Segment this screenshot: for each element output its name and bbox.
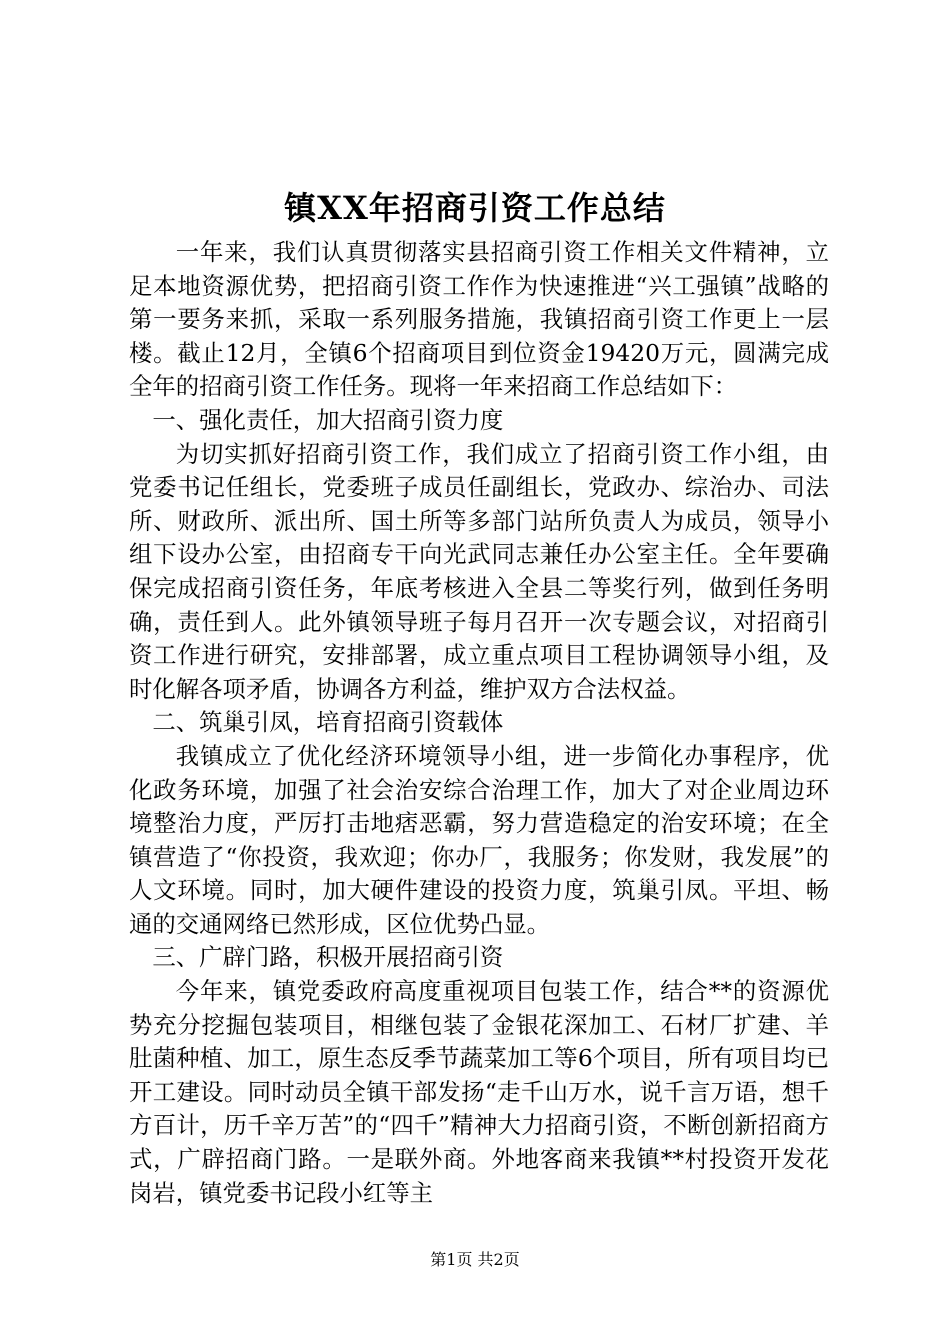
section-heading-2: 二、筑巢引凤，培育招商引资载体 xyxy=(152,708,504,737)
document-title: 镇XX年招商引资工作总结 xyxy=(284,189,666,227)
section-heading-3: 三、广辟门路，积极开展招商引资 xyxy=(152,943,504,972)
paragraph-section-2: 我镇成立了优化经济环境领导小组，进一步简化办事程序，优化政务环境，加强了社会治安综合治理工作，加大了对企业周边环境整治力度，严厉打击地痞恶霸，努力营造稳定的治安环境；在全镇营造了“你投资，我欢迎；你办厂，我服务；你发财，我发展”的人文环境。同时，加大硬件建设的投资力度，筑巢引凤。平坦、畅通的交通网络已然形成，区位优势凸显。 xyxy=(129,741,829,938)
section-heading-1: 一、强化责任，加大招商引资力度 xyxy=(152,405,504,434)
paragraph-intro: 一年来，我们认真贯彻落实县招商引资工作相关文件精神，立足本地资源优势，把招商引资工作作为快速推进“兴工强镇”战略的第一要务来抓，采取一系列服务措施，我镇招商引资工作更上一层楼。截止12月，全镇6个招商项目到位资金19420万元，圆满完成全年的招商引资工作任务。现将一年来招商工作总结如下： xyxy=(129,238,829,401)
paragraph-section-3: 今年来，镇党委政府高度重视项目包装工作，结合**的资源优势充分挖掘包装项目，相继包装了金银花深加工、石材厂扩建、羊肚菌种植、加工，原生态反季节蔬菜加工等6个项目，所有项目均已开工建设。同时动员全镇干部发扬“走千山万水，说千言万语，想千方百计，历千辛万苦”的“四千”精神大力招商引资，不断创新招商方式，广辟招商门路。一是联外商。外地客商来我镇**村投资开发花岗岩，镇党委书记段小红等主 xyxy=(129,977,829,1207)
document-body xyxy=(129,236,829,1210)
page-number-footer: 第1页 共2页 xyxy=(430,1250,520,1269)
paragraph-section-1: 为切实抓好招商引资工作，我们成立了招商引资工作小组，由党委书记任组长，党委班子成员任副组长，党政办、综治办、司法所、财政所、派出所、国土所等多部门站所负责人为成员，领导小组下设办公室，由招商专干向光武同志兼任办公室主任。全年要确保完成招商引资任务，年底考核进入全县二等奖行列，做到任务明确，责任到人。此外镇领导班子每月召开一次专题会议，对招商引资工作进行研究，安排部署，成立重点项目工程协调领导小组，及时化解各项矛盾，协调各方利益，维护双方合法权益。 xyxy=(129,439,829,703)
